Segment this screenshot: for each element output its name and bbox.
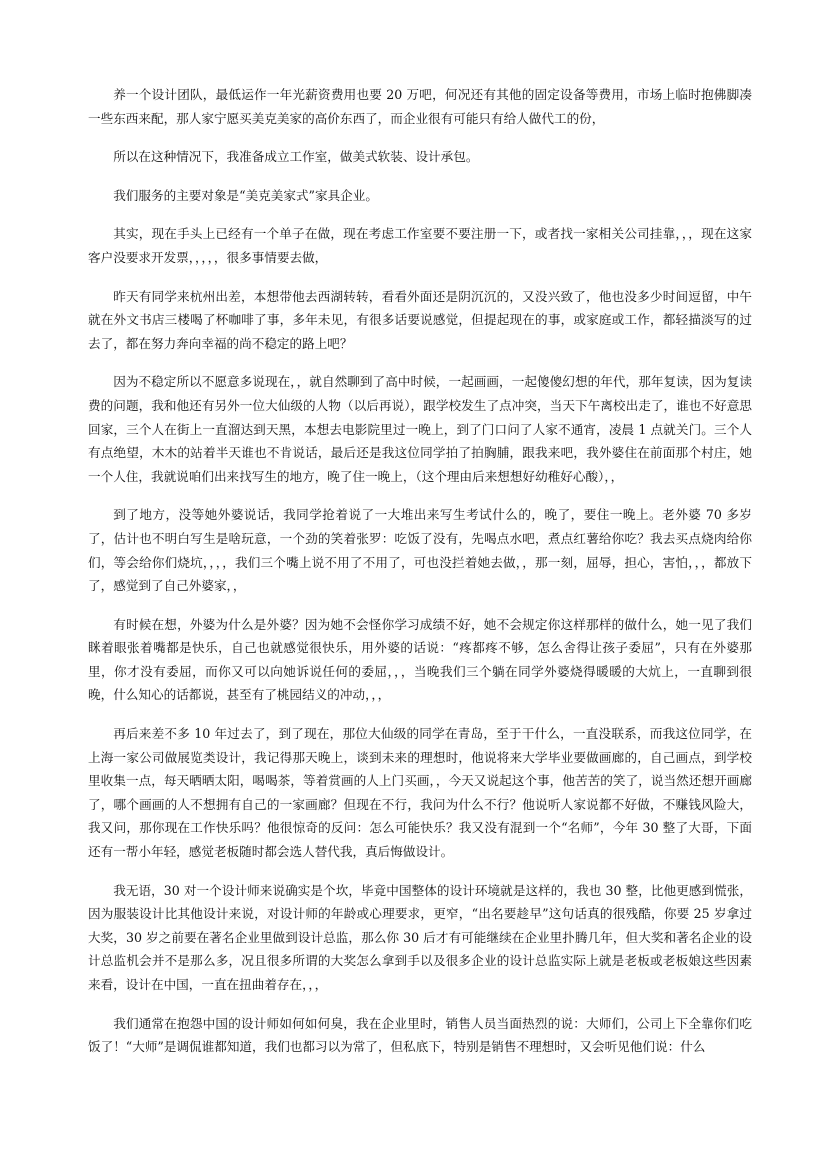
paragraph: 其实，现在手头上已经有一个单子在做，现在考虑工作室要不要注册一下，或者找一家相关公司挂靠，，，现在这家客户没要求开发票，，，，，很多事情要去做， xyxy=(88,226,752,265)
paragraph: 我无语，30 对一个设计师来说确实是个坎，毕竟中国整体的设计环境就是这样的，我也 30 整，比他更感到慌张，因为服装设计比其他设计来说，对设计师的年龄或心理要求，更窄，“出名要趁早”这句话真的很残酷，你要 25 岁拿过大奖，30 岁之前要在著名企业里做到设计总监，那么你 30 后才有可能继续在企业里扑腾几年，但大奖和著名企业的设计总监机会并不是那么多，况且很多所谓的大奖怎么拿到手以及很多企业的设计总监实际上就是老板或老板娘这些因素来看，设计在中国，一直在扭曲着存在，，， xyxy=(88,882,752,992)
paragraph: 我们通常在抱怨中国的设计师如何如何臭，我在企业里时，销售人员当面热烈的说：大师们，公司上下全靠你们吃饭了！“大师”是调侃谁都知道，我们也都习以为常了，但私底下，特别是销售不理想时，又会听见他们说：什么 xyxy=(88,1015,752,1055)
paragraph: 所以在这种情况下，我准备成立工作室，做美式软装、设计承包。 xyxy=(113,149,479,165)
paragraph: 到了地方，没等她外婆说话，我同学抢着说了一大堆出来写生考试什么的，晚了，要住一晚上。老外婆 70 多岁了，估计也不明白写生是啥玩意，一个劲的笑着张罗：吃饭了没有，先喝点水吧，煮点红薯给你吃？我去买点烧肉给你们，等会给你们烧坑，，，，我们三个嘴上说不用了不用了，可也没拦着她去做，，那一刻，屈辱，担心，害怕，，，都放下了，感觉到了自己外婆家，， xyxy=(88,507,752,594)
paragraph: 再后来差不多 10 年过去了，到了现在，那位大仙级的同学在青岛，至于干什么，一直没联系，而我这位同学，在上海一家公司做展览类设计，我记得那天晚上，谈到未来的理想时，他说将来大学毕业要做画廊的，自己画点，到学校里收集一点，每天晒晒太阳，喝喝茶，等着赏画的人上门买画，，今天又说起这个事，他苦苦的笑了，说当然还想开画廊了，哪个画画的人不想拥有自己的一家画廊？但现在不行，我问为什么不行？他说听人家说都不好做，不赚钱风险大，我又问，那你现在工作快乐吗？他很惊奇的反问：怎么可能快乐？我又没有混到一个“名师”，今年 30 整了大哥，下面还有一帮小年轻，感觉老板随时都会选人替代我，真后悔做设计。 xyxy=(88,726,752,860)
paragraph: 有时候在想，外婆为什么是外婆？因为她不会怪你学习成绩不好，她不会规定你这样那样的做什么，她一见了我们眯着眼张着嘴都是快乐，自己也就感觉很快乐，用外婆的话说：“疼都疼不够，怎么舍得让孩子委屈”，只有在外婆那里，你才没有委屈，而你又可以向她诉说任何的委屈，，，当晚我们三个躺在同学外婆烧得暖暖的大炕上，一直聊到很晚，什么知心的话都说，甚至有了桃园结义的冲动，，， xyxy=(88,616,752,703)
document-body xyxy=(88,83,752,1074)
paragraph: 我们服务的主要对象是“美克美家式”家具企业。 xyxy=(113,187,378,203)
paragraph: 昨天有同学来杭州出差，本想带他去西湖转转，看看外面还是阴沉沉的，又没兴致了，他也没多少时间逗留，中午就在外文书店三楼喝了杯咖啡了事，多年未见，有很多话要说感觉，但提起现在的事，或家庭或工作，都轻描淡写的过去了，都在努力奔向幸福的尚不稳定的路上吧？ xyxy=(88,288,752,351)
paragraph: 养一个设计团队，最低运作一年光薪资费用也要 20 万吧，何况还有其他的固定设备等费用，市场上临时抱佛脚凑一些东西来配，那人家宁愿买美克美家的高价东西了，而企业很有可能只有给人做代工的份， xyxy=(88,87,752,126)
paragraph: 因为不稳定所以不愿意多说现在，，就自然聊到了高中时候，一起画画，一起傻傻幻想的年代，那年复读，因为复读费的问题，我和他还有另外一位大仙级的人物（以后再说），跟学校发生了点冲突，当天下午离校出走了，谁也不好意思回家，三个人在街上一直溜达到天黑，本想去电影院里过一晚上，到了门口问了人家不通宵，凌晨 1 点就关门。三个人有点绝望，木木的站着半天谁也不肯说话，最后还是我这位同学拍了拍胸脯，跟我来吧，我外婆住在前面那个村庄，她一个人住，我就说咱们出来找写生的地方，晚了住一晚上，（这个理由后来想想好幼稚好心酸），， xyxy=(88,374,752,484)
